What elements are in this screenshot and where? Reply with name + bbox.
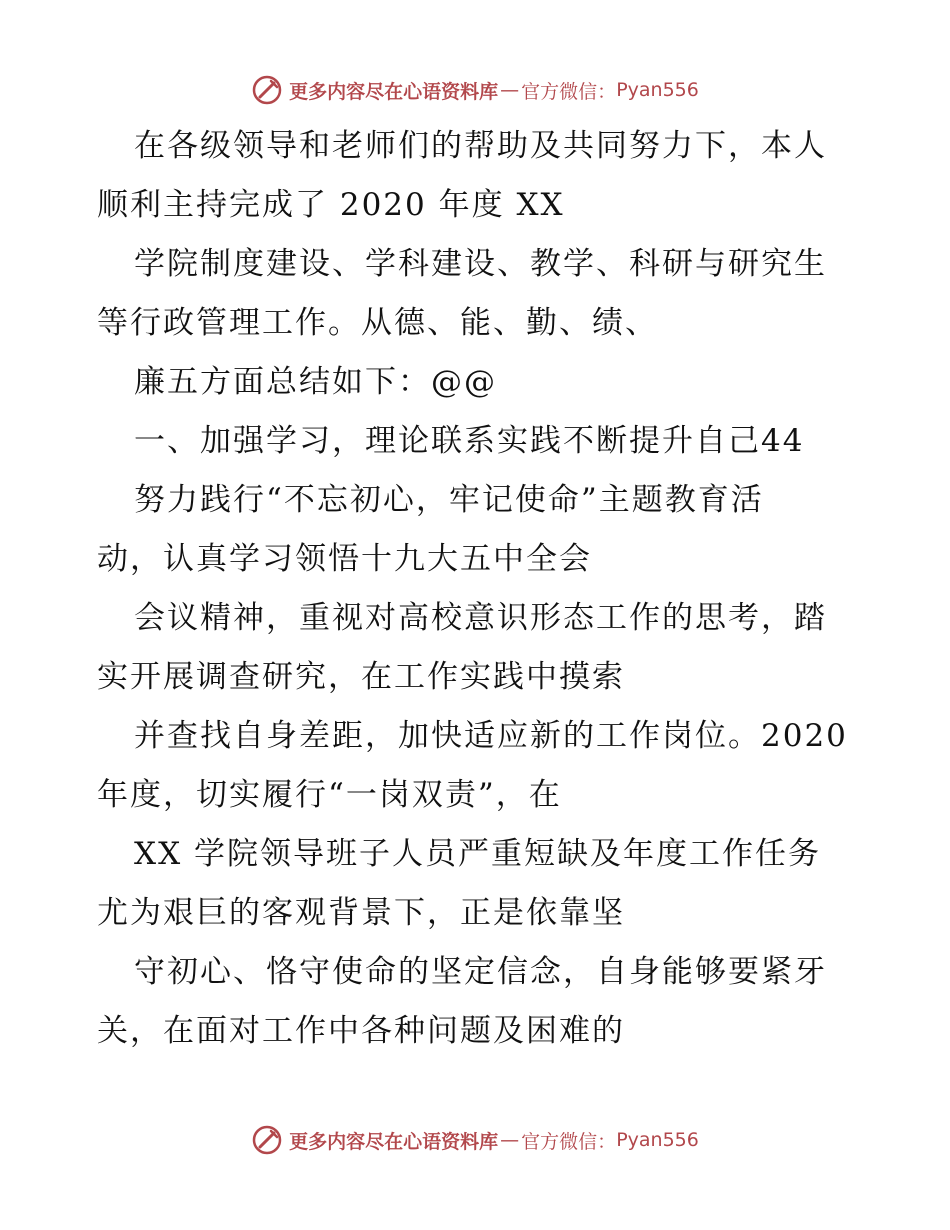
text-line: XX 学院领导班子人员严重短缺及年度工作任务 bbox=[134, 836, 821, 872]
text-line: 并查找自身差距，加快适应新的工作岗位。2020 bbox=[134, 718, 848, 754]
text-line: 学院制度建设、学科建设、教学、科研与研究生 bbox=[134, 246, 827, 282]
text-line: 廉五方面总结如下：@@ bbox=[134, 364, 497, 400]
text-line: 动，认真学习领悟十九大五中全会 bbox=[97, 541, 592, 577]
document-body bbox=[97, 117, 857, 1061]
watermark-header bbox=[0, 70, 950, 110]
text-line: 顺利主持完成了 2020 年度 XX bbox=[97, 187, 565, 223]
text-line: 一、加强学习，理论联系实践不断提升自己44 bbox=[134, 423, 805, 459]
watermark-wechat-id: Pyan556 bbox=[616, 79, 699, 101]
text-line: 尤为艰巨的客观背景下，正是依靠坚 bbox=[97, 895, 625, 931]
watermark-separator: — bbox=[500, 79, 520, 101]
text-line: 会议精神，重视对高校意识形态工作的思考，踏 bbox=[134, 600, 827, 636]
text-line: 在各级领导和老师们的帮助及共同努力下，本人 bbox=[134, 128, 827, 164]
logo-icon bbox=[251, 1124, 283, 1156]
text-line: 守初心、恪守使命的坚定信念，自身能够要紧牙 bbox=[134, 954, 827, 990]
watermark-main: 更多内容尽在心语资料库 bbox=[289, 80, 499, 103]
watermark-footer bbox=[0, 1120, 950, 1160]
logo-icon bbox=[251, 74, 283, 106]
text-line: 关，在面对工作中各种问题及困难的 bbox=[97, 1013, 625, 1049]
watermark-main: 更多内容尽在心语资料库 bbox=[289, 1130, 499, 1153]
watermark-separator: — bbox=[500, 1129, 520, 1151]
text-line: 实开展调查研究，在工作实践中摸索 bbox=[97, 659, 625, 695]
watermark-wechat-label: 官方微信： bbox=[521, 1130, 617, 1153]
watermark-wechat-id: Pyan556 bbox=[616, 1129, 699, 1151]
watermark-wechat-label: 官方微信： bbox=[521, 80, 617, 103]
text-line: 努力践行“不忘初心，牢记使命”主题教育活 bbox=[134, 482, 764, 518]
text-line: 年度，切实履行“一岗双责”，在 bbox=[97, 777, 562, 813]
text-line: 等行政管理工作。从德、能、勤、绩、 bbox=[97, 305, 658, 341]
